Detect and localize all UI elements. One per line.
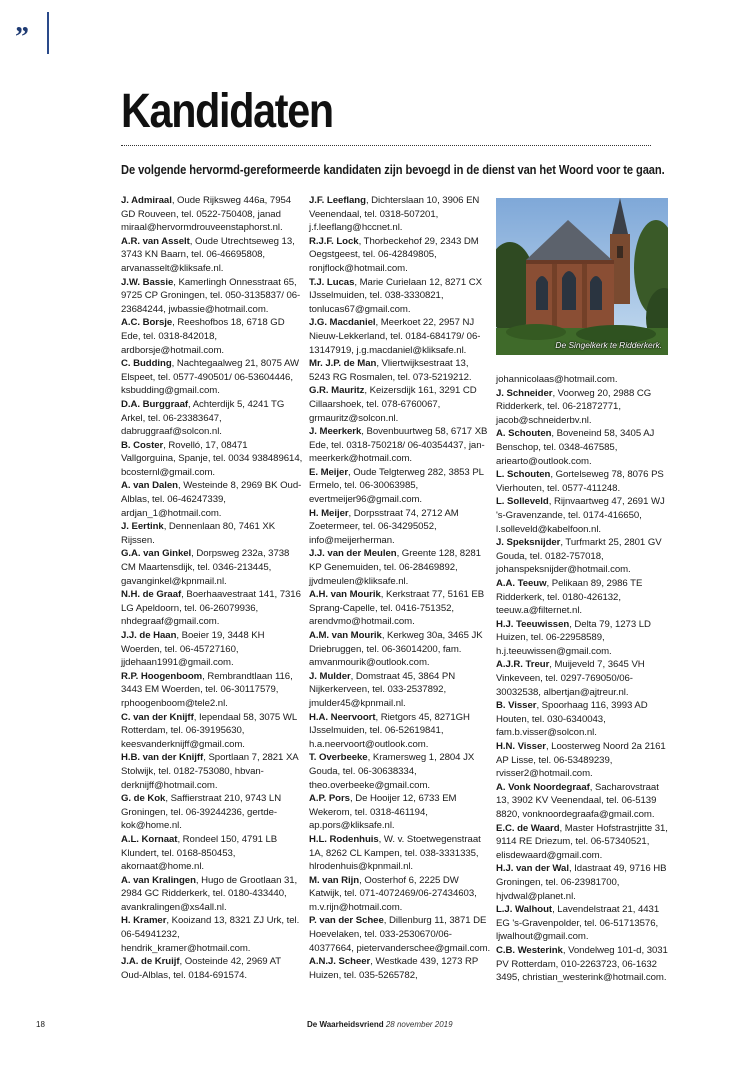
candidate-entry (496, 577, 674, 618)
candidate-name: C. van der Knijff (121, 711, 194, 723)
candidate-name: H.N. Visser (496, 741, 546, 753)
candidate-name: A.H. van Mourik (309, 589, 381, 601)
candidate-details: , Hugo de Grootlaan 31, 2984 GC Ridderkerk, tel. 0180-433440, avankralingen@xs4all.nl. (121, 874, 298, 913)
candidate-entry (496, 495, 674, 536)
candidate-details: , Dorpsstraat 74, 2712 AM Zoetermeer, tel. 06-34295052, info@meijerherman. (309, 507, 459, 546)
candidate-details: , Pelikaan 89, 2986 TE Ridderkerk, tel. 0180-426132, teeuw.a@filternet.nl. (496, 577, 643, 617)
candidate-entry (496, 373, 674, 387)
candidates-column-3 (496, 373, 674, 985)
footer-publication (307, 1020, 453, 1030)
candidate-details: , Spoorhaag 116, 3993 AD Houten, tel. 030-6340043, fam.b.visser@solcon.nl. (496, 700, 648, 739)
candidate-entry (496, 618, 674, 659)
candidate-entry (121, 439, 303, 480)
candidate-details: , Achterdijk 5, 4241 TG Arkel, tel. 06-23383647, dabruggraaf@solcon.nl. (121, 398, 285, 438)
candidate-details: , Oosteinde 42, 2969 AT Oud-Alblas, tel. 0184-691574. (121, 956, 281, 981)
candidate-entry (121, 874, 303, 915)
candidate-name: L. Schouten (496, 469, 551, 481)
candidate-details: , Boeier 19, 3448 KH Woerden, tel. 06-45727160, jjdehaan1991@gmail.com. (121, 630, 265, 669)
photo-caption: De Singelkerk te Ridderkerk. (555, 340, 662, 350)
candidate-name: J. Admiraal (121, 195, 172, 206)
candidate-details: , Voorweg 20, 2988 CG Ridderkerk, tel. 06-21872771, jacob@schneiderbv.nl. (496, 387, 652, 426)
candidate-details: , Rietgors 45, 8271GH IJsselmuiden, tel. 06-52619841, h.a.neervoort@outlook.com. (309, 711, 470, 750)
candidate-entry (309, 547, 491, 588)
candidate-name: J. Mulder (309, 670, 351, 682)
candidate-details: , Reeshofbos 18, 6718 GD Ede, tel. 0318-842018, ardborsje@hotmail.com. (121, 317, 285, 356)
candidate-name: A.L. Kornaat (121, 833, 178, 845)
candidate-name: H. Kramer (121, 915, 167, 927)
page-number: 18 (36, 1020, 45, 1029)
candidate-name: H.A. Neervoort (309, 711, 376, 723)
candidate-details: , Kramersweg 1, 2804 JX Gouda, tel. 06-30638334, theo.overbeeke@gmail.com. (309, 752, 475, 791)
candidate-name: J.J. van der Meulen (309, 548, 397, 560)
candidate-entry (496, 699, 674, 740)
candidate-entry (309, 357, 491, 384)
candidate-details: , Lavendelstraat 21, 4431 EG 's-Gravenpolder, tel. 06-51713576, ljwalhout@gmail.com. (496, 904, 660, 943)
candidate-details: , Oude Telgterweg 282, 3853 PL Ermelo, tel. 06-30063985, evertmeijer96@gmail.com. (309, 466, 484, 506)
candidate-details: , Westeinde 8, 2969 BK Oud-Alblas, tel. 06-46247339, ardjan_1@hotmail.com. (121, 480, 302, 519)
candidate-name: B. Visser (496, 700, 537, 712)
candidate-entry (121, 316, 303, 357)
candidate-entry (309, 711, 491, 752)
candidate-name: G.R. Mauritz (309, 385, 365, 397)
candidate-entry (309, 670, 491, 711)
candidate-name: L.J. Walhout (496, 904, 553, 916)
candidate-entry (121, 398, 303, 439)
candidate-details: , Rovelló, 17, 08471 Vallgorguina, Spanje, tel. 0034 938489614, bcosternl@gmail.com. (121, 439, 303, 478)
candidate-details: , Kamerlingh Onnesstraat 65, 9725 CP Groningen, tel. 050-3135837/ 06-23684244, jwbassie@hotmail.com. (121, 276, 301, 315)
candidate-name: A.N.J. Scheer (309, 956, 371, 968)
candidate-name: J. Schneider (496, 387, 553, 399)
candidate-entry (121, 751, 303, 792)
candidate-name: T.J. Lucas (309, 276, 355, 288)
candidate-entry (121, 357, 303, 398)
candidate-entry (309, 629, 491, 670)
candidate-name: J.G. Macdaniel (309, 317, 376, 329)
candidate-name: A. Vonk Noordegraaf (496, 781, 590, 793)
candidate-name: M. van Rijn (309, 874, 360, 886)
candidate-name: E. Meijer (309, 466, 349, 478)
candidate-entry (496, 387, 674, 428)
candidate-details: , Marie Curielaan 12, 8271 CX IJsselmuiden, tel. 038-3330821, tonlucas67@gmail.com. (309, 276, 482, 315)
candidate-details: , Idastraat 49, 9716 HB Groningen, tel. 06-23981700, hjvdwal@planet.nl. (496, 863, 667, 902)
candidate-details: , Vliertwijksestraat 13, 5243 RG Rosmalen, tel. 073-5219212. (309, 358, 472, 383)
candidate-details: , Kerkstraat 77, 5161 EB Sprang-Capelle, tel. 0416-751352, arendvmo@hotmail.com. (309, 589, 485, 628)
candidate-name: L. Solleveld (496, 496, 549, 508)
candidate-details: , Westkade 439, 1273 RP Huizen, tel. 035-5265782, (309, 956, 479, 981)
candidate-entry (309, 955, 491, 982)
candidate-details: , Domstraat 45, 3864 PN Nijkerkerveen, tel. 033-2537892, jmulder45@kpnmail.nl. (309, 670, 456, 709)
candidate-name: J.J. de Haan (121, 630, 177, 641)
candidate-details: , Turfmarkt 25, 2801 GV Gouda, tel. 0182-757018, johanspeksnijder@hotmail.com. (496, 537, 662, 576)
candidate-details: , W. v. Stoetwegenstraat 1A, 8262 CL Kampen, tel. 038-3331335, hlrodenhuis@kpnmail.nl. (309, 833, 481, 873)
candidate-name: P. van der Schee (309, 915, 384, 927)
candidate-details: johannicolaas@hotmail.com. (496, 374, 618, 385)
candidate-entry (309, 235, 491, 276)
candidate-name: H.J. Teeuwissen (496, 618, 570, 630)
candidate-entry (121, 914, 303, 955)
candidate-details: , Dennenlaan 80, 7461 XK Rijssen. (121, 521, 276, 546)
candidate-entry (496, 427, 674, 468)
candidate-details: , Oude Utrechtseweg 13, 3743 KN Baarn, tel. 06-46695808, arvanasselt@kliksafe.nl. (121, 235, 295, 274)
candidate-name: H.J. van der Wal (496, 863, 569, 875)
candidate-details: , Dichterslaan 10, 3906 EN Veenendaal, tel. 0318-507201, j.f.leeflang@hccnet.nl. (309, 195, 480, 234)
candidate-entry (309, 316, 491, 357)
candidate-details: , Oosterhof 6, 2225 DW Katwijk, tel. 071-4072469/06-27434603, m.v.rijn@hotmail.com. (309, 874, 477, 913)
candidate-entry (121, 670, 303, 711)
candidate-entry (121, 629, 303, 670)
candidate-name: A.A. Teeuw (496, 577, 547, 589)
candidate-details: , Vondelweg 101-d, 3031 PV Rotterdam, 010-2263723, 06-1632 3495, christian_westerink@hotmail.com. (496, 944, 668, 984)
candidate-name: J. Meerkerk (309, 426, 362, 438)
candidate-details: , Meerkoet 22, 2957 NJ Nieuw-Lekkerland, tel. 0184-684179/ 06-13147919, j.g.macdaniel@kliksafe.nl. (309, 317, 481, 356)
candidate-name: E.C. de Waard (496, 822, 560, 834)
candidate-entry (309, 507, 491, 548)
candidate-name: H. Meijer (309, 507, 349, 519)
candidates-column-1 (121, 194, 303, 982)
candidate-details: , Sacharovstraat 13, 3902 KV Veenendaal, tel. 06-5139 8820, vonknoordegraafa@gmail.com. (496, 781, 659, 820)
candidate-details: , Gortelseweg 78, 8076 PS Vierhouten, tel. 0577-411248. (496, 469, 664, 494)
issue-date: 28 november 2019 (385, 1020, 453, 1029)
candidate-details: , Dorpsweg 232a, 3738 CM Maartensdijk, tel. 0346-213445, gavanginkel@kpnmail.nl. (121, 548, 290, 587)
candidate-entry (121, 547, 303, 588)
candidate-name: A.J.R. Treur (496, 659, 550, 671)
candidate-name: A.P. Pors (309, 793, 350, 805)
candidate-details: , Oude Rijksweg 446a, 7954 GD Rouveen, tel. 0522-750408, janad miraal@hervormdrouveenstaphorst.nl. (121, 195, 292, 234)
candidate-entry (121, 792, 303, 833)
candidate-details: , Delta 79, 1273 LD Huizen, tel. 06-22958589, h.j.teeuwissen@gmail.com. (496, 618, 651, 657)
candidate-name: Mr. J.P. de Man (309, 358, 377, 370)
candidate-name: H.B. van der Knijff (121, 752, 204, 764)
candidate-name: A.M. van Mourik (309, 630, 382, 641)
candidate-entry (309, 792, 491, 833)
candidate-details: , Greente 128, 8281 KP Genemuiden, tel. 06-28469892, jjvdmeulen@kliksafe.nl. (309, 548, 481, 587)
intro-text: De volgende hervormd-gereformeerde kandidaten zijn bevoegd in de dienst van het Woord voor te gaan. (121, 162, 665, 177)
candidate-entry (309, 194, 491, 235)
candidate-details: , De Hooijer 12, 6733 EM Wekerom, tel. 0318-461194, ap.pors@kliksafe.nl. (309, 793, 457, 832)
candidate-entry (121, 194, 303, 235)
candidate-details: , Boerhaavestraat 141, 7316 LG Apeldoorn, tel. 06-26079936, nhdegraaf@gmail.com. (121, 589, 301, 628)
candidate-entry (121, 955, 303, 982)
candidates-column-2 (309, 194, 491, 982)
candidate-entry (496, 944, 674, 985)
candidate-name: J. Speksnijder (496, 537, 561, 549)
page-title: Kandidaten (121, 85, 333, 138)
candidate-name: J. Eertink (121, 521, 164, 533)
candidate-entry (121, 520, 303, 547)
candidate-entry (121, 711, 303, 752)
candidate-entry (496, 468, 674, 495)
church-photo (496, 198, 668, 355)
church-illustration (496, 198, 668, 355)
candidate-entry (496, 903, 674, 944)
candidate-name: N.H. de Graaf (121, 589, 182, 601)
candidate-entry (496, 822, 674, 863)
candidate-entry (309, 833, 491, 874)
candidate-name: A. Schouten (496, 428, 552, 440)
candidate-name: A.C. Borsje (121, 317, 173, 329)
candidate-entry (309, 751, 491, 792)
candidate-name: R.J.F. Lock (309, 235, 359, 247)
candidate-details: , Rondeel 150, 4791 LB Klundert, tel. 0168-850453, akornaat@home.nl. (121, 833, 278, 873)
candidate-entry (496, 862, 674, 903)
candidate-entry (309, 466, 491, 507)
candidate-entry (309, 425, 491, 466)
candidate-details: , Keizersdijk 161, 3291 CD Cillaarshoek, tel. 078-6760067, grmauritz@solcon.nl. (309, 385, 477, 424)
candidate-details: , Kerkweg 30a, 3465 JK Driebruggen, tel. 06-36014200, fam. amvanmourik@outlook.com. (309, 630, 483, 669)
candidate-entry (121, 479, 303, 520)
candidate-name: R.P. Hoogenboom (121, 670, 203, 682)
candidate-entry (309, 914, 491, 955)
candidate-name: A. van Kralingen (121, 874, 196, 886)
candidate-entry (496, 658, 674, 699)
candidate-entry (309, 874, 491, 915)
candidate-name: A.R. van Asselt (121, 235, 190, 247)
candidate-details: , Dillenburg 11, 3871 DE Hoevelaken, tel. 033-2530670/06-40377664, pietervanderschee@gmail.com. (309, 915, 491, 954)
candidate-name: J.F. Leeflang (309, 195, 366, 206)
candidate-entry (309, 276, 491, 317)
candidate-details: , Rembrandtlaan 116, 3443 EM Woerden, tel. 06-30117579, rphoogenboom@tele2.nl. (121, 670, 293, 709)
candidate-entry (309, 384, 491, 425)
candidate-name: H.L. Rodenhuis (309, 833, 379, 845)
candidate-entry (496, 781, 674, 822)
candidate-entry (309, 588, 491, 629)
candidate-name: G.A. van Ginkel (121, 548, 192, 560)
candidate-details: , Thorbeckehof 29, 2343 DM Oegstgeest, tel. 06-42849805, ronjflock@hotmail.com. (309, 235, 479, 274)
candidate-entry (121, 235, 303, 276)
candidate-details: , Loosterweg Noord 2a 2161 AP Lisse, tel. 06-53489239, rvisser2@hotmail.com. (496, 741, 666, 780)
magazine-name: De Waarheidsvriend (307, 1020, 384, 1029)
candidate-name: T. Overbeeke (309, 752, 368, 764)
candidate-details: , Muijeveld 7, 3645 VH Vinkeveen, tel. 0297-769050/06-30032538, albertjan@ajtreur.nl. (496, 659, 645, 698)
quote-mark-icon: ” (15, 22, 29, 53)
candidate-details: , Boveneind 58, 3405 AJ Benschop, tel. 0348-467585, ariearto@outlook.com. (496, 428, 655, 467)
candidate-entry (496, 740, 674, 781)
candidate-name: A. van Dalen (121, 480, 178, 492)
candidate-name: C.B. Westerink (496, 944, 563, 956)
side-rule (47, 12, 49, 54)
dotted-divider (121, 145, 651, 146)
candidate-name: B. Coster (121, 439, 164, 451)
candidate-details: , Rijnvaartweg 47, 2691 WJ 's-Gravenzande, tel. 0174-416650, l.solleveld@kabelfoon.nl. (496, 496, 665, 535)
candidate-name: C. Budding (121, 358, 172, 370)
candidate-details: , Master Hofstrastrjitte 31, 9114 RE Driezum, tel. 06-57340521, elisdewaard@gmail.com. (496, 822, 668, 861)
candidate-details: , Saffierstraat 210, 9743 LN Groningen, tel. 06-39244236, gertde-kok@home.nl. (121, 793, 282, 832)
candidate-details: , Iependaal 58, 3075 WL Rotterdam, tel. 06-39195630, keesvanderknijff@gmail.com. (121, 711, 297, 750)
candidate-entry (496, 536, 674, 577)
candidate-entry (121, 276, 303, 317)
candidate-entry (121, 588, 303, 629)
candidate-name: J.W. Bassie (121, 276, 174, 288)
candidate-entry (121, 833, 303, 874)
candidate-name: D.A. Burggraaf (121, 398, 188, 410)
candidate-name: G. de Kok (121, 793, 166, 805)
candidate-details: , Sportlaan 7, 2821 XA Stolwijk, tel. 0182-753080, hbvan-derknijff@hotmail.com. (121, 752, 299, 791)
candidate-details: , Nachtegaalweg 21, 8075 AW Elspeet, tel. 0577-490501/ 06-53604446, ksbudding@gmail.com. (121, 358, 300, 397)
candidate-details: , Bovenbuurtweg 58, 6717 XB Ede, tel. 0318-750218/ 06-40354437, jan-meerkerk@hotmail.com. (309, 426, 488, 465)
candidate-name: J.A. de Kruijf (121, 956, 180, 968)
candidate-details: , Kooizand 13, 8321 ZJ Urk, tel. 06-54941232, hendrik_kramer@hotmail.com. (121, 915, 300, 954)
